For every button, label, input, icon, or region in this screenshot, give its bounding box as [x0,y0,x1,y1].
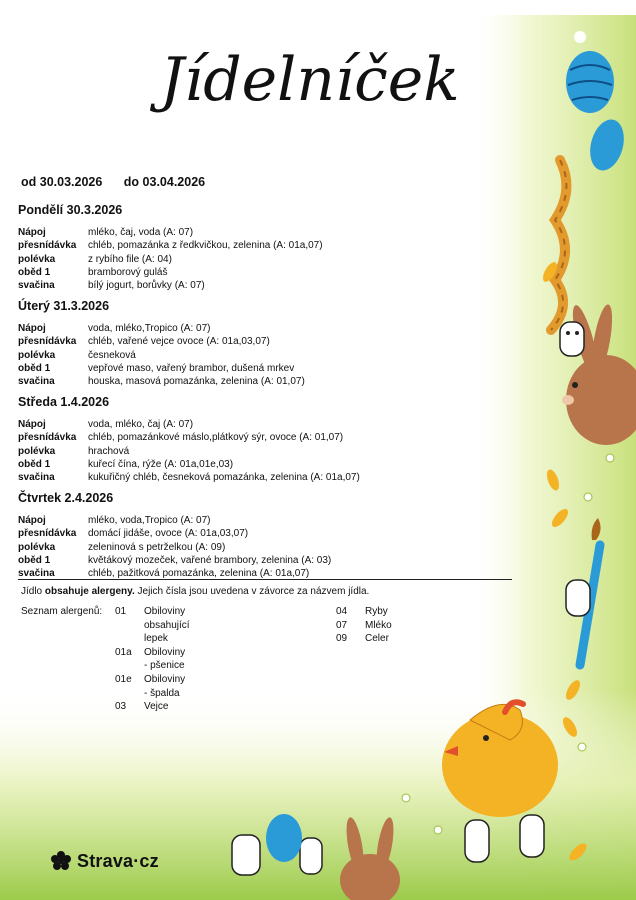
day-title: Úterý 31.3.2026 [18,299,110,313]
allergen-name: Obiloviny - špalda [144,673,186,699]
allergen-name: Vejce [144,701,169,713]
meal-label: přesnídávka [18,240,77,252]
meal-value: kukuřičný chléb, česneková pomazánka, zelenina (A: 01a,07) [88,472,360,484]
svg-text:Jídelníček: Jídelníček [160,45,460,115]
meal-label: přesnídávka [18,528,77,540]
meal-label: svačina [18,280,55,292]
allergen-code: 07 [336,619,348,631]
meal-value: voda, mléko, čaj (A: 07) [88,419,194,430]
page-title-script [150,20,480,140]
meal-row [18,445,438,458]
meal-value: květákový mozeček, vařené brambory, zelenina (A: 03) [88,554,332,566]
meal-label: polévka [18,349,56,361]
day-block-thursday [18,491,438,580]
note-text-rest: Jejich čísla jsou uvedena v závorce za názvem jídla. [134,586,370,597]
meal-row [18,375,438,388]
day-block-wednesday [18,395,438,484]
meal-label: Nápoj [18,227,46,238]
allergen-item [336,619,392,633]
meal-row [18,471,438,484]
meal-label: Nápoj [18,323,46,334]
meal-label: svačina [18,568,55,580]
allergen-code: 01 [115,606,127,617]
day-title: Čtvrtek 2.4.2026 [18,491,114,505]
meal-label: oběd 1 [18,266,51,278]
meal-row [18,362,438,375]
meal-label: polévka [18,253,56,265]
allergen-code: 04 [336,606,348,617]
allergen-heading: Seznam alergenů: [21,606,103,617]
meal-value: česneková [88,349,136,361]
meal-value: zeleninová s petrželkou (A: 09) [88,541,226,553]
meal-value: chléb, pažitková pomazánka, zelenina (A: 01a,07) [88,568,310,580]
date-range [21,175,223,189]
meal-row [18,541,438,554]
meal-value: hrachová [88,445,130,457]
meal-row [18,239,438,252]
meal-row [18,226,438,239]
meal-label: přesnídávka [18,432,77,444]
meal-value: voda, mléko,Tropico (A: 07) [88,323,211,334]
allergen-item [336,632,392,646]
meal-row [18,335,438,348]
date-from: od 30.03.2026 [21,175,103,189]
meal-value: bramborový guláš [88,266,168,278]
meal-row [18,418,438,431]
meal-value: vepřové maso, vařený brambor, dušená mrkev [88,362,295,374]
day-block-monday [18,203,438,292]
meal-value: chléb, pomazánka z ředkvičkou, zelenina (A: 01a,07) [88,240,323,252]
meal-row [18,322,438,335]
day-block-tuesday [18,299,438,388]
allergen-item [115,605,190,646]
allergen-name: Celer [365,633,389,645]
day-title: Středa 1.4.2026 [18,395,110,409]
meal-value: mléko, čaj, voda (A: 07) [88,227,194,238]
allergen-name: Obiloviny obsahující lepek [144,606,190,645]
flower-icon [50,850,72,872]
meal-value: houska, masová pomazánka, zelenina (A: 01,07) [88,376,305,388]
meal-value: domácí jidáše, ovoce (A: 01a,03,07) [88,528,249,540]
allergen-item [115,700,190,714]
allergen-item [336,605,392,619]
meal-row [18,527,438,540]
meal-label: svačina [18,376,55,388]
allergen-name: Obiloviny - pšenice [144,646,186,672]
meal-label: oběd 1 [18,362,51,374]
meal-label: přesnídávka [18,336,77,348]
allergen-code: 09 [336,633,348,645]
meal-label: Nápoj [18,419,46,430]
meal-label: Nápoj [18,515,46,526]
allergen-code: 03 [115,701,127,713]
meal-row [18,349,438,362]
allergen-item [115,673,190,700]
allergen-note [21,586,369,597]
date-to: do 03.04.2026 [123,175,206,189]
meal-label: polévka [18,541,56,553]
meal-row [18,253,438,266]
logo-text: Strava·cz [77,850,159,871]
meal-value: kuřecí čína, rýže (A: 01a,01e,03) [88,458,234,470]
allergen-column-1 [115,605,190,714]
meal-row [18,514,438,527]
allergen-item [115,646,190,673]
meal-label: oběd 1 [18,458,51,470]
meal-value: chléb, pomazánkové máslo,plátkový sýr, ovoce (A: 01,07) [88,432,344,444]
allergen-code: 01e [115,673,132,685]
meal-row [18,458,438,471]
note-bold: obsahuje alergeny. [44,586,135,597]
allergen-column-2 [336,605,392,646]
meal-value: mléko, voda,Tropico (A: 07) [88,515,211,526]
day-title: Pondělí 30.3.2026 [18,203,123,217]
meal-row [18,554,438,567]
meal-row [18,266,438,279]
allergen-name: Mléko [365,619,392,631]
strava-logo [50,850,159,872]
meal-row [18,279,438,292]
meal-value: z rybího file (A: 04) [88,253,172,265]
meal-label: oběd 1 [18,554,51,566]
meal-row [18,431,438,444]
meal-label: svačina [18,472,55,484]
meal-label: polévka [18,445,56,457]
allergen-code: 01a [115,646,132,658]
meal-value: chléb, vařené vejce ovoce (A: 01a,03,07) [88,336,270,348]
meal-value: bílý jogurt, borůvky (A: 07) [88,280,205,292]
divider [18,579,512,580]
note-text: Jídlo [21,586,45,597]
allergen-name: Ryby [365,606,388,617]
